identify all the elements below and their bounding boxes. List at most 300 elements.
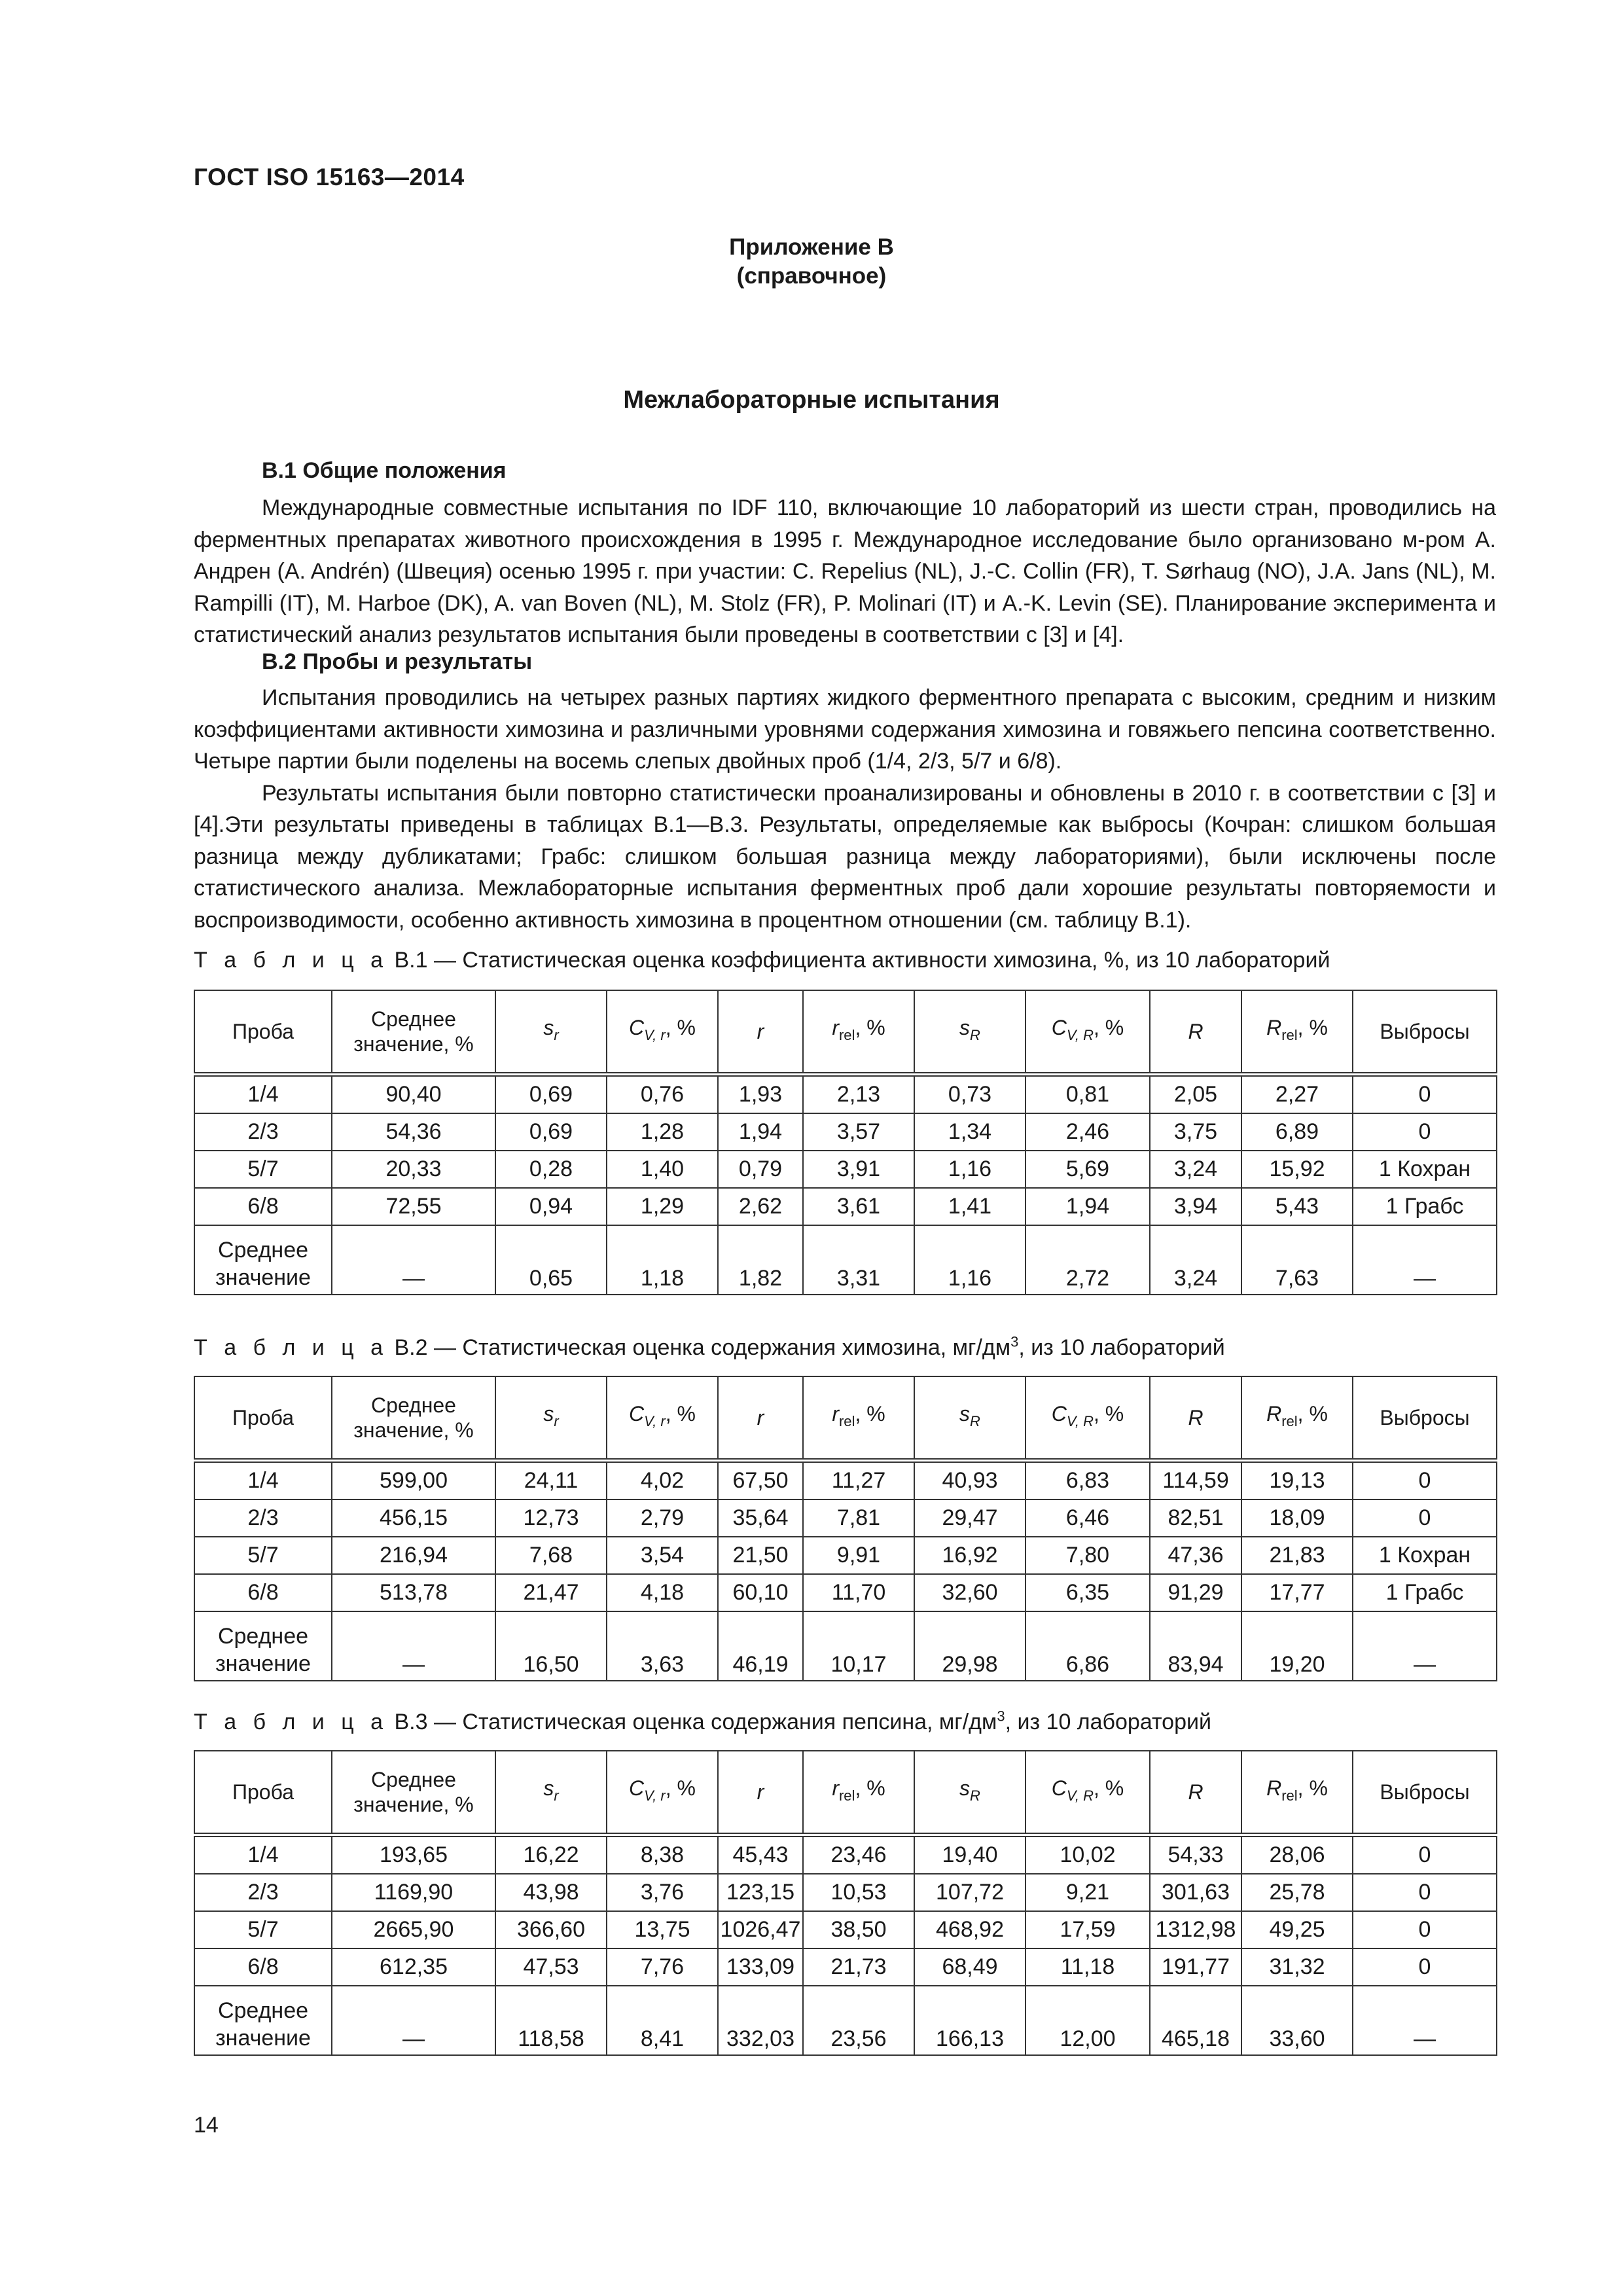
header-text: Выбросы [1380, 1020, 1470, 1043]
paragraph: Международные совместные испытания по IDF 110, включающие 10 лабораторий из шести стран, проводились на ферментных препаратах животного происхождения в 1995 г. Международное исследование было организовано м-ром А. Андрен (A. Andrén) (Швеция) осенью 1995 г. при участии: C. Repelius (NL), J.-C. Collin (FR), T. Sørhaug (NO), J.A. Jans (NL), M. Rampilli (IT), M. Harboe (DK), A. van Boven (NL), M. Stolz (FR), P. Molinari (IT) и A.-K. Levin (SE). Планирование эксперимента и статистический анализ результатов испытания были проведены в соответствии с [3] и [4]. [194, 495, 1496, 647]
table-cell: 1,18 [607, 1225, 718, 1295]
table-row [194, 1537, 1497, 1574]
table-cell: 90,40 [332, 1075, 495, 1114]
table-cell: 43,98 [495, 1874, 607, 1911]
table-cell: — [332, 1986, 495, 2055]
table-cell: 1,82 [718, 1225, 803, 1295]
table-cell: 16,22 [495, 1835, 607, 1874]
table-cell: 6,86 [1026, 1611, 1150, 1681]
table-cell: 15,92 [1241, 1151, 1353, 1188]
header-text: значение [215, 1265, 311, 1290]
table-cell: 8,41 [607, 1986, 718, 2055]
table-cell: 1,29 [607, 1188, 718, 1225]
table-cell: 54,36 [332, 1113, 495, 1151]
header-text: Среднее [217, 1238, 309, 1263]
col-header-outliers [1353, 1376, 1497, 1461]
data-table-b2 [194, 1376, 1497, 1681]
header-text: C [1051, 1016, 1067, 1039]
header-text: rel [1281, 1413, 1298, 1429]
table-cell: 21,47 [495, 1574, 607, 1611]
col-header-r [718, 1751, 803, 1835]
table-cell: 47,36 [1150, 1537, 1241, 1574]
table-cell: 0,73 [914, 1075, 1026, 1114]
header-text: R [1266, 1016, 1282, 1039]
table-cell: 11,18 [1026, 1948, 1150, 1986]
header-text: , % [1094, 1016, 1124, 1039]
average-label [194, 1225, 332, 1295]
table-cell: 7,63 [1241, 1225, 1353, 1295]
col-header-R [1150, 990, 1241, 1075]
header-text: s [959, 1402, 971, 1426]
table-cell: 72,55 [332, 1188, 495, 1225]
table-cell: 465,18 [1150, 1986, 1241, 2055]
table-cell: 133,09 [718, 1948, 803, 1986]
table-cell: 21,83 [1241, 1537, 1353, 1574]
table-cell: 35,64 [718, 1499, 803, 1537]
table-cell: 17,59 [1026, 1911, 1150, 1948]
col-header-sample [194, 1751, 332, 1835]
table-cell: 9,21 [1026, 1874, 1150, 1911]
table-cell: 5/7 [194, 1151, 332, 1188]
table-cell: 2/3 [194, 1499, 332, 1537]
table-cell: 7,68 [495, 1537, 607, 1574]
col-header-r-rel [803, 990, 914, 1075]
table-cell: 1 Кохран [1353, 1151, 1497, 1188]
table-cell: 4,18 [607, 1574, 718, 1611]
table-cell: 2,79 [607, 1499, 718, 1537]
page-number: 14 [194, 2113, 219, 2138]
table-cell: 3,54 [607, 1537, 718, 1574]
header-text: s [959, 1776, 971, 1800]
header-text: Среднее [371, 1393, 456, 1417]
table-cell: 1,16 [914, 1225, 1026, 1295]
table-cell: 2,27 [1241, 1075, 1353, 1114]
col-header-r [718, 1376, 803, 1461]
table-cell: — [1353, 1611, 1497, 1681]
table-cell: 3,57 [803, 1113, 914, 1151]
average-row [194, 1225, 1497, 1295]
header-text: R [1266, 1402, 1282, 1426]
col-header-sr [495, 990, 607, 1075]
table-cell: 21,50 [718, 1537, 803, 1574]
table-cell: 32,60 [914, 1574, 1026, 1611]
table-cell: 3,31 [803, 1225, 914, 1295]
table-cell: 114,59 [1150, 1461, 1241, 1500]
col-header-cv-r [607, 1376, 718, 1461]
header-text: r [554, 1027, 559, 1043]
col-header-R [1150, 1751, 1241, 1835]
table-cell: 123,15 [718, 1874, 803, 1911]
table-cell: 31,32 [1241, 1948, 1353, 1986]
table-cell: 366,60 [495, 1911, 607, 1948]
table-cell: 0 [1353, 1911, 1497, 1948]
average-label [194, 1611, 332, 1681]
col-header-cv-R [1026, 1376, 1150, 1461]
table-cell: 0,81 [1026, 1075, 1150, 1114]
table-cell: — [1353, 1225, 1497, 1295]
header-text: V, R [1066, 1787, 1094, 1804]
table-cell: 4,02 [607, 1461, 718, 1500]
table-cell: 191,77 [1150, 1948, 1241, 1986]
table-header [194, 1376, 1497, 1461]
table-cell: 10,02 [1026, 1835, 1150, 1874]
col-header-sample [194, 990, 332, 1075]
table-cell: 1,41 [914, 1188, 1026, 1225]
table-cell: 29,47 [914, 1499, 1026, 1537]
table-cell: 3,75 [1150, 1113, 1241, 1151]
table-cell: 0,28 [495, 1151, 607, 1188]
table-cell: 24,11 [495, 1461, 607, 1500]
table-cell: 1,93 [718, 1075, 803, 1114]
table-cell: 10,53 [803, 1874, 914, 1911]
table-cell: 11,70 [803, 1574, 914, 1611]
table-cell: 67,50 [718, 1461, 803, 1500]
col-header-mean [332, 1376, 495, 1461]
data-table-b3 [194, 1750, 1497, 2056]
table-cell: 2,62 [718, 1188, 803, 1225]
table-cell: 6,89 [1241, 1113, 1353, 1151]
table-cell: 1,40 [607, 1151, 718, 1188]
table-cell: 9,91 [803, 1537, 914, 1574]
table-cell: 456,15 [332, 1499, 495, 1537]
header-text: значение, % [353, 1793, 474, 1816]
header-text: s [959, 1016, 971, 1039]
table-cell: 3,94 [1150, 1188, 1241, 1225]
paragraph: Испытания проводились на четырех разных партиях жидкого ферментного препарата с высоким, средним и низким коэффициентами активности химозина и различными уровнями содержания химозина и говяжьего пепсина соответственно. Четыре партии были поделены на восемь слепых двойных проб (1/4, 2/3, 5/7 и 6/8). [194, 685, 1496, 774]
section-heading-b1: В.1 Общие положения [262, 458, 507, 483]
col-header-R [1150, 1376, 1241, 1461]
table-row [194, 1948, 1497, 1986]
table-cell: — [1353, 1986, 1497, 2055]
table-cell: 10,17 [803, 1611, 914, 1681]
table-row [194, 1461, 1497, 1500]
header-text: Среднее [371, 1007, 456, 1031]
table-cell: 18,09 [1241, 1499, 1353, 1537]
header-text: , % [855, 1402, 885, 1426]
table-body [194, 1461, 1497, 1681]
table-row [194, 1574, 1497, 1611]
col-header-r-rel [803, 1751, 914, 1835]
header-text: R [1188, 1406, 1204, 1429]
table-cell: 0,79 [718, 1151, 803, 1188]
header-text: r [832, 1776, 839, 1800]
table-cell: 193,65 [332, 1835, 495, 1874]
table-caption-b1: Т а б л и ц а В.1 — Статистическая оценка коэффициента активности химозина, %, из 10 лабораторий [194, 948, 1330, 973]
header-text: rel [1281, 1787, 1298, 1804]
header-text: r [832, 1016, 839, 1039]
table-cell: 513,78 [332, 1574, 495, 1611]
table-cell: 17,77 [1241, 1574, 1353, 1611]
header-text: R [970, 1787, 980, 1804]
table-cell: 23,46 [803, 1835, 914, 1874]
header-text: , % [855, 1016, 885, 1039]
table-cell: 19,20 [1241, 1611, 1353, 1681]
header-text: rel [838, 1413, 855, 1429]
header-text: Выбросы [1380, 1406, 1470, 1429]
header-text: R [970, 1413, 980, 1429]
table-cell: 216,94 [332, 1537, 495, 1574]
header-text: , % [665, 1016, 696, 1039]
header-text: Проба [232, 1780, 294, 1804]
table-cell: 612,35 [332, 1948, 495, 1986]
table-cell: 46,19 [718, 1611, 803, 1681]
table-cell: 3,91 [803, 1151, 914, 1188]
table-cell: 21,73 [803, 1948, 914, 1986]
table-cell: 332,03 [718, 1986, 803, 2055]
table-cell: 68,49 [914, 1948, 1026, 1986]
table-cell: 5,43 [1241, 1188, 1353, 1225]
header-text: V, r [644, 1027, 666, 1043]
table-body [194, 1835, 1497, 2056]
table-cell: 49,25 [1241, 1911, 1353, 1948]
table-cell: 8,38 [607, 1835, 718, 1874]
header-text: , % [1297, 1776, 1328, 1800]
header-text: значение, % [353, 1418, 474, 1442]
table-cell: 1312,98 [1150, 1911, 1241, 1948]
header-text: , % [665, 1402, 696, 1426]
table-cell: 25,78 [1241, 1874, 1353, 1911]
table-row [194, 1188, 1497, 1225]
header-text: V, r [644, 1787, 666, 1804]
header-text: V, R [1066, 1027, 1094, 1043]
table-cell: 2,13 [803, 1075, 914, 1114]
table-cell: 29,98 [914, 1611, 1026, 1681]
header-text: , % [1297, 1016, 1328, 1039]
header-text: s [543, 1016, 554, 1039]
annex-label: Приложение В [729, 234, 894, 260]
table-cell: 19,40 [914, 1835, 1026, 1874]
header-text: C [1051, 1402, 1067, 1426]
col-header-R-rel [1241, 990, 1353, 1075]
table-cell: 3,76 [607, 1874, 718, 1911]
header-text: rel [838, 1787, 855, 1804]
table-cell: 1026,47 [718, 1911, 803, 1948]
section-text-b1 [194, 492, 1496, 651]
table-cell: 91,29 [1150, 1574, 1241, 1611]
header-text: r [757, 1780, 764, 1804]
standard-header: ГОСТ ISO 15163—2014 [194, 164, 465, 190]
header-row [194, 990, 1497, 1075]
col-header-sr [495, 1376, 607, 1461]
table-cell: 6/8 [194, 1948, 332, 1986]
header-text: r [832, 1402, 839, 1426]
table-cell: 3,24 [1150, 1151, 1241, 1188]
col-header-cv-r [607, 1751, 718, 1835]
table-cell: 1,94 [1026, 1188, 1150, 1225]
header-text: V, R [1066, 1413, 1094, 1429]
table-cell: 82,51 [1150, 1499, 1241, 1537]
table-cell: 1,28 [607, 1113, 718, 1151]
table-cell: 0 [1353, 1835, 1497, 1874]
table-cell: 0 [1353, 1461, 1497, 1500]
table-cell: 599,00 [332, 1461, 495, 1500]
header-text: rel [1281, 1027, 1298, 1043]
table-cell: 468,92 [914, 1911, 1026, 1948]
annex-type: (справочное) [736, 263, 887, 289]
average-row [194, 1611, 1497, 1681]
header-text: R [970, 1027, 980, 1043]
average-label [194, 1986, 332, 2055]
table-cell: 2/3 [194, 1113, 332, 1151]
table-cell: 54,33 [1150, 1835, 1241, 1874]
header-text: значение [215, 2026, 311, 2051]
col-header-cv-R [1026, 990, 1150, 1075]
header-text: s [543, 1402, 554, 1426]
col-header-outliers [1353, 990, 1497, 1075]
col-header-r [718, 990, 803, 1075]
table-cell: 1,34 [914, 1113, 1026, 1151]
table-cell: 7,80 [1026, 1537, 1150, 1574]
col-header-R-rel [1241, 1751, 1353, 1835]
table-cell: 301,63 [1150, 1874, 1241, 1911]
table-cell: — [332, 1611, 495, 1681]
col-header-cv-R [1026, 1751, 1150, 1835]
table-cell: 28,06 [1241, 1835, 1353, 1874]
col-header-mean [332, 1751, 495, 1835]
table-cell: 12,73 [495, 1499, 607, 1537]
table-cell: 12,00 [1026, 1986, 1150, 2055]
header-text: r [757, 1406, 764, 1429]
table-header [194, 1751, 1497, 1835]
col-header-r-rel [803, 1376, 914, 1461]
table-cell: 0 [1353, 1874, 1497, 1911]
table-cell: 2,72 [1026, 1225, 1150, 1295]
header-text: , % [1094, 1402, 1124, 1426]
table-row [194, 1835, 1497, 1874]
table-cell: 2/3 [194, 1874, 332, 1911]
header-text: C [1051, 1776, 1067, 1800]
table-cell: 5/7 [194, 1911, 332, 1948]
table-cell: 6/8 [194, 1188, 332, 1225]
table-cell: 1,94 [718, 1113, 803, 1151]
table-cell: 107,72 [914, 1874, 1026, 1911]
header-text: Выбросы [1380, 1780, 1470, 1804]
table-cell: 3,63 [607, 1611, 718, 1681]
table-cell: 23,56 [803, 1986, 914, 2055]
table-cell: 1,16 [914, 1151, 1026, 1188]
header-text: Проба [232, 1020, 294, 1043]
table-cell: 0,76 [607, 1075, 718, 1114]
table-cell: 60,10 [718, 1574, 803, 1611]
col-header-sr [495, 1751, 607, 1835]
table-cell: 1169,90 [332, 1874, 495, 1911]
table-cell: 5/7 [194, 1537, 332, 1574]
table-cell: 0,69 [495, 1113, 607, 1151]
table-cell: 6,83 [1026, 1461, 1150, 1500]
table-cell: — [332, 1225, 495, 1295]
table-cell: 0,65 [495, 1225, 607, 1295]
table-cell: 1/4 [194, 1075, 332, 1114]
table-cell: 7,81 [803, 1499, 914, 1537]
header-text: Среднее [371, 1768, 456, 1791]
table-cell: 13,75 [607, 1911, 718, 1948]
table-cell: 6,35 [1026, 1574, 1150, 1611]
table-cell: 16,92 [914, 1537, 1026, 1574]
table-cell: 0 [1353, 1075, 1497, 1114]
header-text: Среднее [217, 1998, 309, 2023]
data-table-b1 [194, 990, 1497, 1295]
table-cell: 1/4 [194, 1835, 332, 1874]
table-cell: 2665,90 [332, 1911, 495, 1948]
table-cell: 2,05 [1150, 1075, 1241, 1114]
header-text: r [757, 1020, 764, 1043]
table-cell: 1 Грабс [1353, 1188, 1497, 1225]
header-text: значение, % [353, 1032, 474, 1056]
table-cell: 47,53 [495, 1948, 607, 1986]
table-cell: 20,33 [332, 1151, 495, 1188]
table-cell: 33,60 [1241, 1986, 1353, 2055]
header-text: rel [838, 1027, 855, 1043]
header-text: значение [215, 1651, 311, 1676]
table-cell: 11,27 [803, 1461, 914, 1500]
table-cell: 1 Грабс [1353, 1574, 1497, 1611]
section-heading-b2: В.2 Пробы и результаты [262, 649, 533, 674]
table-cell: 0,69 [495, 1075, 607, 1114]
table-cell: 0,94 [495, 1188, 607, 1225]
header-text: , % [1297, 1402, 1328, 1426]
table-row [194, 1911, 1497, 1948]
paragraph: Результаты испытания были повторно статистически проанализированы и обновлены в 2010 г. в соответствии с [3] и [4].Эти результаты приведены в таблицах В.1—В.3. Результаты, определяемые как выбросы (Кочран: слишком большая разница между дубликатами; Грабс: слишком большая разница между лабораториями), были исключены после статистического анализа. Межлабораторные испытания ферментных проб дали хорошие результаты повторяемости и воспроизводимости, особенно активность химозина в процентном отношении (см. таблицу В.1). [194, 780, 1496, 933]
header-text: , % [855, 1776, 885, 1800]
table-cell: 7,76 [607, 1948, 718, 1986]
table-caption-b3: Т а б л и ц а В.3 — Статистическая оценка содержания пепсина, $мг/дм^3$, из 10 лабораторий [194, 1708, 1211, 1734]
header-row [194, 1376, 1497, 1461]
header-text: Среднее [217, 1624, 309, 1649]
header-text: r [554, 1413, 559, 1429]
table-cell: 1 Кохран [1353, 1537, 1497, 1574]
col-header-outliers [1353, 1751, 1497, 1835]
table-row [194, 1113, 1497, 1151]
col-header-R-rel [1241, 1376, 1353, 1461]
col-header-s-R [914, 1751, 1026, 1835]
table-cell: 118,58 [495, 1986, 607, 2055]
table-cell: 3,61 [803, 1188, 914, 1225]
table-cell: 1/4 [194, 1461, 332, 1500]
table-cell: 5,69 [1026, 1151, 1150, 1188]
table-cell: 0 [1353, 1948, 1497, 1986]
average-row [194, 1986, 1497, 2055]
header-text: V, r [644, 1413, 666, 1429]
table-cell: 83,94 [1150, 1611, 1241, 1681]
header-text: C [629, 1402, 645, 1426]
table-row [194, 1499, 1497, 1537]
table-header [194, 990, 1497, 1075]
col-header-s-R [914, 990, 1026, 1075]
table-caption-b2: Т а б л и ц а В.2 — Статистическая оценка содержания химозина, $мг/дм^3$, из 10 лабораторий [194, 1333, 1225, 1360]
table-cell: 40,93 [914, 1461, 1026, 1500]
table-cell: 16,50 [495, 1611, 607, 1681]
header-text: , % [1094, 1776, 1124, 1800]
col-header-mean [332, 990, 495, 1075]
header-text: R [1188, 1780, 1204, 1804]
header-text: , % [665, 1776, 696, 1800]
header-text: R [1266, 1776, 1282, 1800]
table-row [194, 1151, 1497, 1188]
header-text: Проба [232, 1406, 294, 1429]
table-body [194, 1075, 1497, 1295]
table-row [194, 1075, 1497, 1114]
table-cell: 0 [1353, 1499, 1497, 1537]
table-cell: 3,24 [1150, 1225, 1241, 1295]
header-text: C [629, 1016, 645, 1039]
header-row [194, 1751, 1497, 1835]
header-text: C [629, 1776, 645, 1800]
header-text: r [554, 1787, 559, 1804]
annex-title: Межлабораторные испытания [623, 386, 1000, 414]
col-header-cv-r [607, 990, 718, 1075]
table-row [194, 1874, 1497, 1911]
table-cell: 45,43 [718, 1835, 803, 1874]
